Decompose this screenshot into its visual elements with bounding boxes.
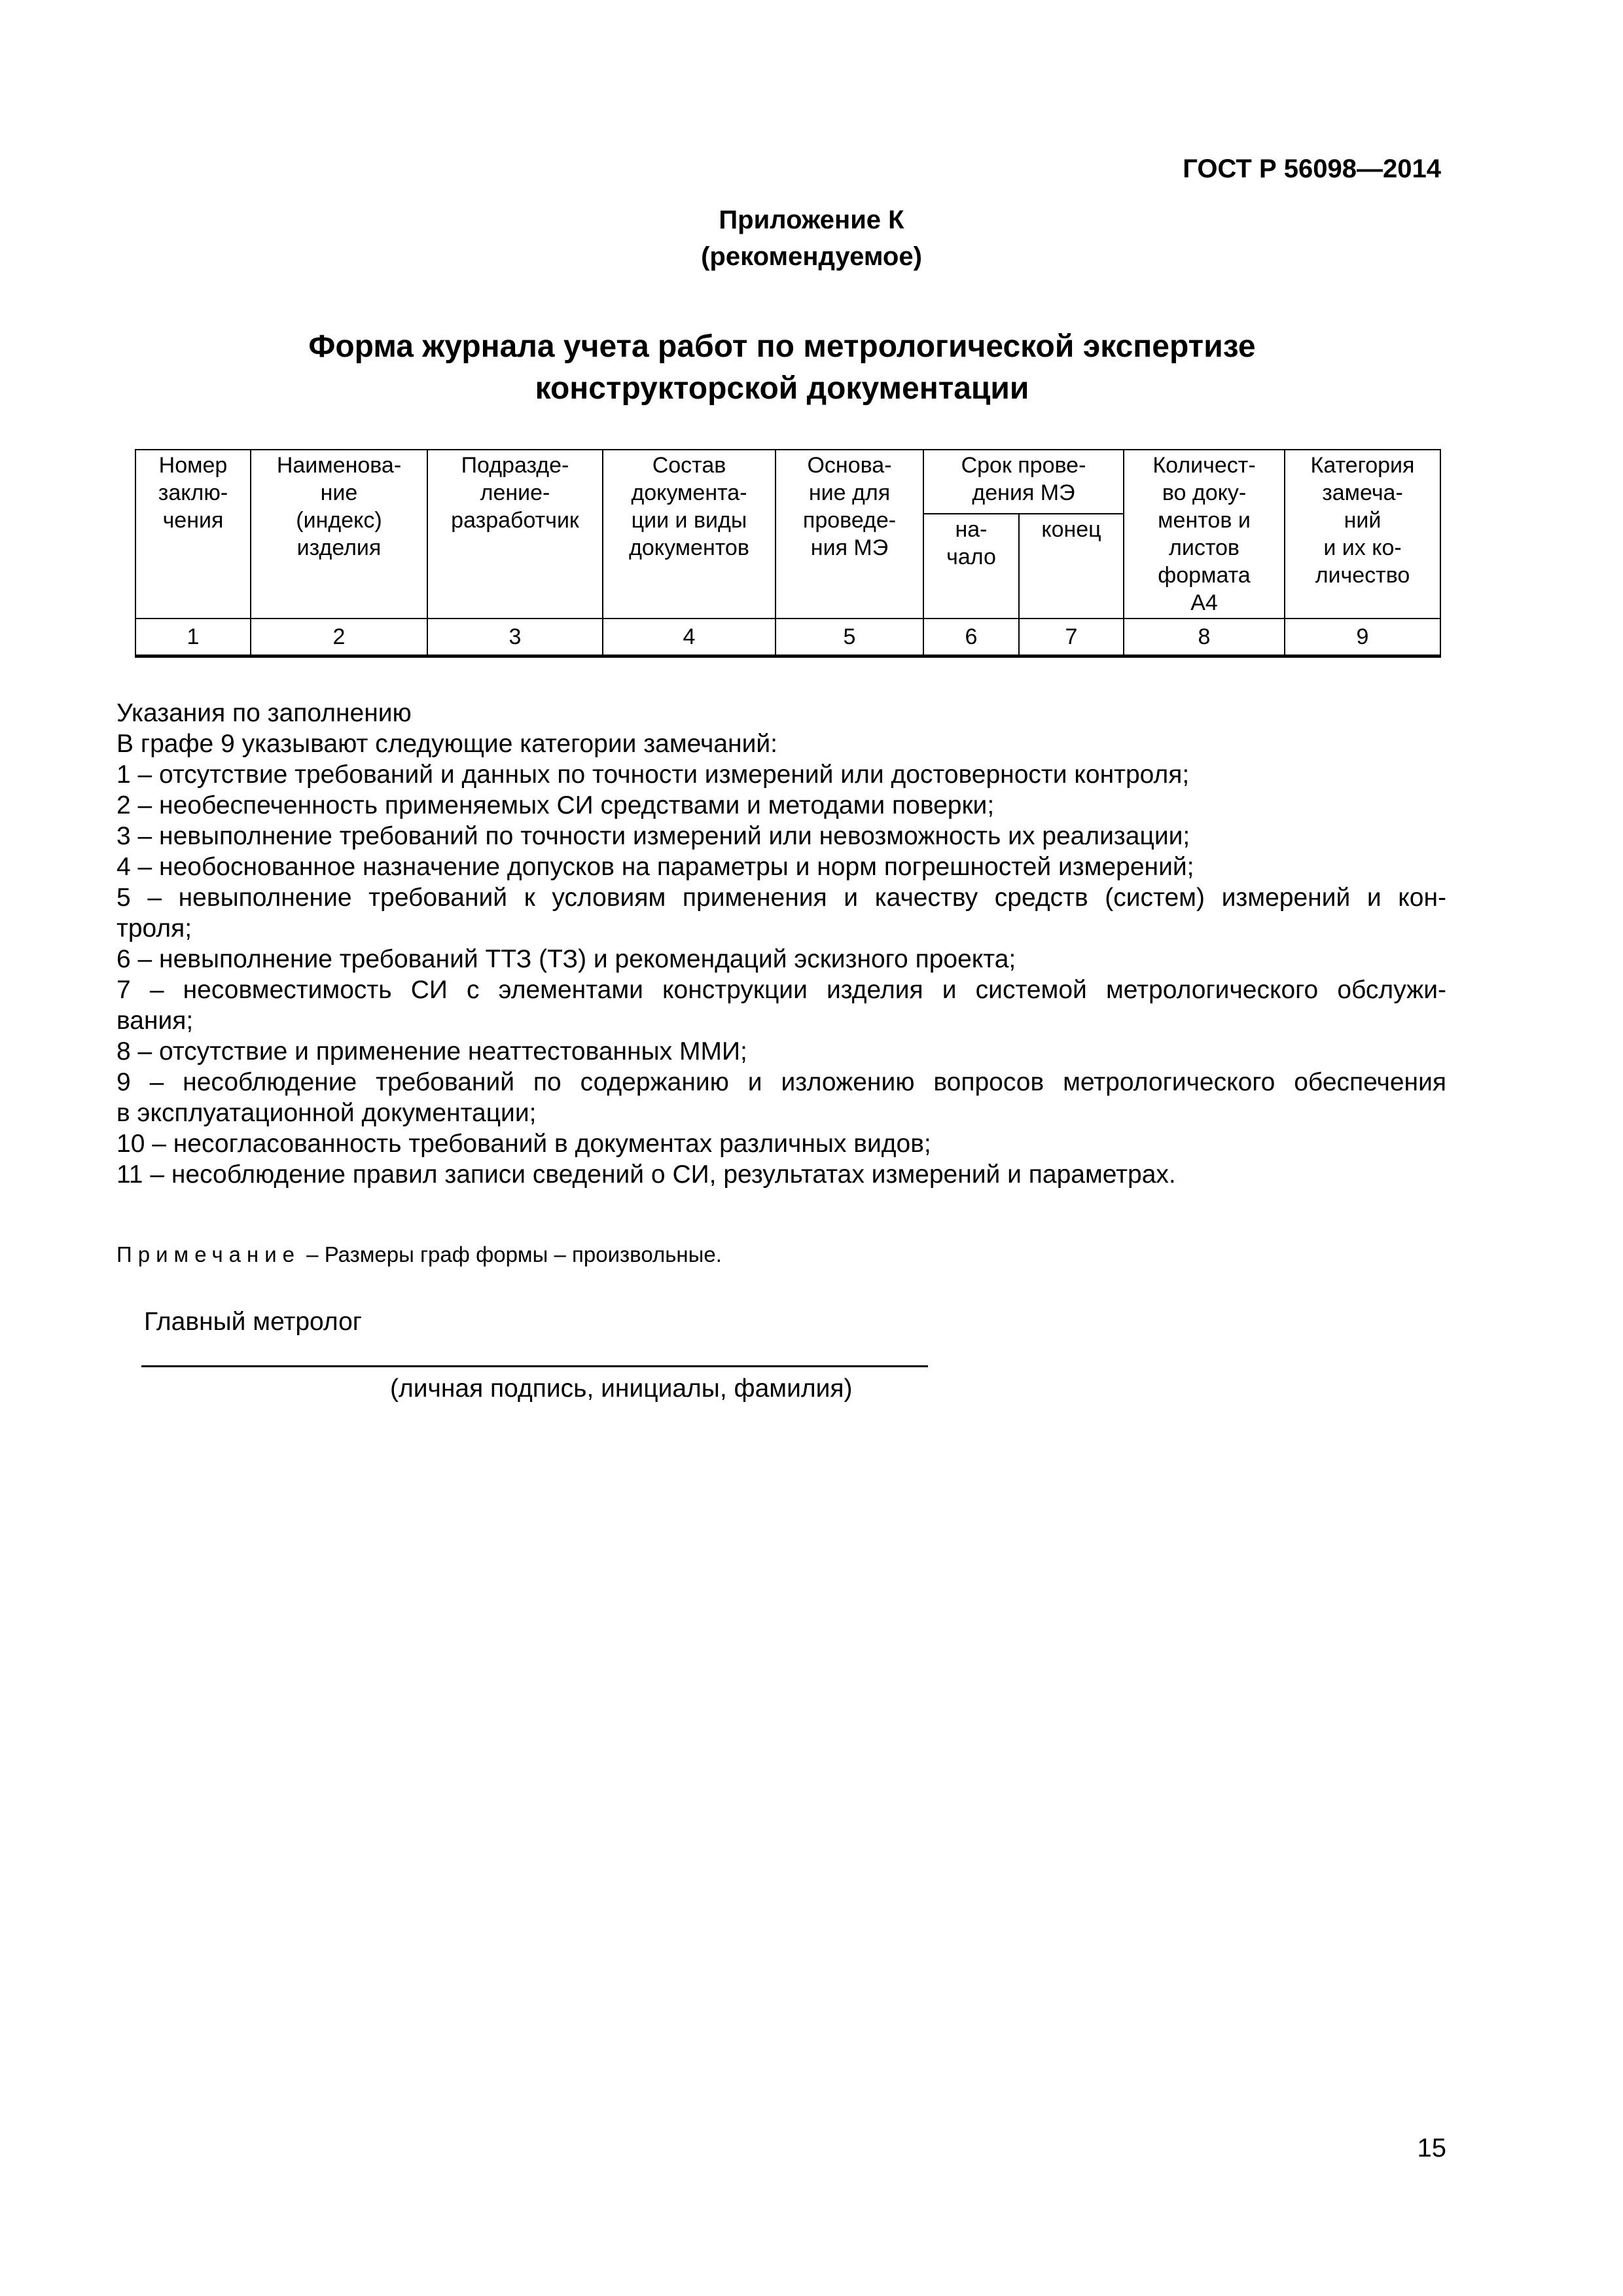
category-item: в эксплуатационной документации;	[116, 1099, 537, 1127]
form-title	[0, 326, 1564, 410]
category-item: 8 – отсутствие и применение неаттестованных ММИ;	[116, 1037, 747, 1066]
category-item: 4 – необоснованное назначение допусков на параметры и норм погрешностей измерений;	[116, 853, 1194, 881]
header-period-start: на- чало	[923, 514, 1019, 619]
column-number: 3	[427, 619, 603, 656]
column-number: 8	[1124, 619, 1285, 656]
header-documents-count: Количест- во доку- ментов и листов формата А4	[1124, 450, 1285, 619]
header-basis: Основа- ние для проведе- ния МЭ	[776, 450, 923, 619]
category-item: 9 – несоблюдение требований по содержанию и изложению вопросов метрологического обеспечения	[116, 1068, 1446, 1096]
column-number: 5	[776, 619, 923, 656]
header-conclusion-number: Номер заклю- чения	[135, 450, 251, 619]
journal-form-table	[135, 449, 1440, 658]
category-item: 10 – несогласованность требований в документах различных видов;	[116, 1130, 931, 1158]
category-item: троля;	[116, 914, 192, 942]
column-number: 6	[923, 619, 1019, 656]
appendix-heading	[0, 202, 1623, 275]
category-item: 3 – невыполнение требований по точности измерений или невозможность их реализации;	[116, 822, 1190, 850]
category-item: вания;	[116, 1007, 194, 1035]
instructions-intro: В графе 9 указывают следующие категории замечаний:	[116, 730, 777, 758]
column-numbers-row	[135, 619, 1440, 656]
column-number: 2	[251, 619, 427, 656]
signature-line	[141, 1365, 928, 1367]
header-product-name: Наименова- ние (индекс) изделия	[251, 450, 427, 619]
note-label: Примечание	[116, 1242, 301, 1266]
note-text: – Размеры граф формы – произвольные.	[300, 1242, 722, 1266]
category-item: 7 – несовместимость СИ с элементами конструкции изделия и системой метрологического обслужи-	[116, 976, 1446, 1004]
column-number: 4	[603, 619, 776, 656]
header-expertise-period: Срок прове- дения МЭ	[923, 450, 1124, 514]
header-developer-division: Подразде- ление- разработчик	[427, 450, 603, 619]
header-documentation-composition: Состав документа- ции и виды документов	[603, 450, 776, 619]
page-number: 15	[1417, 2134, 1446, 2162]
signature-title: Главный метролог	[144, 1308, 362, 1336]
category-item: 1 – отсутствие требований и данных по точности измерений или достоверности контроля;	[116, 761, 1190, 789]
column-number: 9	[1285, 619, 1440, 656]
document-code: ГОСТ Р 56098—2014	[1183, 154, 1441, 183]
filling-instructions	[116, 698, 1446, 1190]
header-remarks-category: Категория замеча- ний и их ко- личество	[1285, 450, 1440, 619]
category-item: 5 – невыполнение требований к условиям применения и качеству средств (систем) измерений и кон-	[116, 884, 1446, 912]
category-item: 6 – невыполнение требований ТТЗ (ТЗ) и рекомендаций эскизного проекта;	[116, 945, 1016, 973]
form-title-line2: конструкторской документации	[535, 371, 1029, 406]
category-item: 11 – несоблюдение правил записи сведений о СИ, результатах измерений и параметрах.	[116, 1160, 1176, 1189]
column-number: 1	[135, 619, 251, 656]
appendix-title: Приложение К	[719, 206, 904, 234]
column-number: 7	[1019, 619, 1124, 656]
appendix-kind: (рекомендуемое)	[701, 242, 922, 271]
instructions-heading: Указания по заполнению	[116, 699, 412, 727]
signature-caption: (личная подпись, инициалы, фамилия)	[390, 1374, 853, 1403]
header-period-end: конец	[1019, 514, 1124, 619]
category-item: 2 – необеспеченность применяемых СИ средствами и методами поверки;	[116, 791, 995, 819]
form-title-line1: Форма журнала учета работ по метрологической экспертизе	[308, 329, 1256, 364]
note	[116, 1242, 722, 1267]
